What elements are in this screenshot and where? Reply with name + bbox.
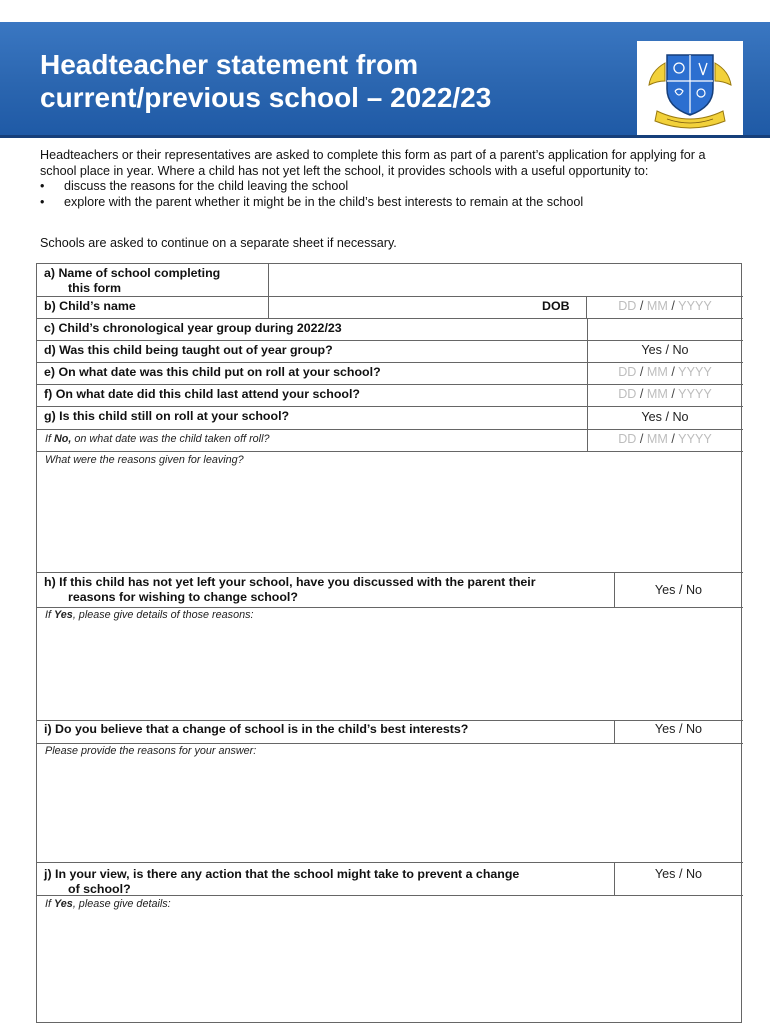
label-last-attend: f) On what date did this child last attend your school?	[44, 387, 360, 401]
school-name-field[interactable]	[269, 264, 742, 296]
label-school-name: a) Name of school completing this form	[44, 266, 221, 295]
label-off-roll-date: If No, on what date was the child taken off roll?	[45, 433, 270, 445]
title-line-1: Headteacher statement from	[40, 49, 419, 80]
child-name-field[interactable]	[269, 297, 585, 318]
row-divider	[37, 406, 743, 407]
row-divider	[37, 572, 743, 573]
label-out-of-year: d) Was this child being taught out of year group?	[44, 343, 333, 357]
row-divider	[37, 340, 743, 341]
label-best-interests-reasons: Please provide the reasons for your answer:	[45, 745, 257, 757]
label-dob: DOB	[542, 299, 570, 313]
row-divider	[37, 720, 743, 721]
last-attend-date-field[interactable]: DD / MM / YYYY	[618, 387, 712, 401]
best-interests-yes-no[interactable]: Yes / No	[654, 722, 703, 736]
header-banner	[0, 22, 770, 138]
label-prevent-change-details: If Yes, please give details:	[45, 898, 171, 910]
label-discussed-details: If Yes, please give details of those reasons:	[45, 609, 254, 621]
row-divider	[37, 743, 743, 744]
still-on-roll-yes-no[interactable]: Yes / No	[641, 410, 689, 424]
reasons-leaving-area[interactable]	[37, 468, 743, 572]
label-reasons-leaving: What were the reasons given for leaving?	[45, 454, 244, 466]
best-interests-reasons-area[interactable]	[37, 759, 743, 862]
title-line-2: current/previous school – 2022/23	[40, 82, 492, 113]
dob-field[interactable]: DD / MM / YYYY	[618, 299, 712, 313]
label-child-name: b) Child’s name	[44, 299, 136, 313]
intro-bullet-1: • discuss the reasons for the child leaving the school	[40, 179, 730, 195]
prevent-change-details-area[interactable]	[37, 912, 743, 1022]
intro-paragraph: Headteachers or their representatives are asked to complete this form as part of a parent’s application for applying for a school place in year. Where a child has not yet left the school, it provides schools with a useful opportunity to:	[40, 148, 706, 178]
intro-bullets	[40, 179, 730, 210]
label-discussed-with-parent: h) If this child has not yet left your school, have you discussed with the parent their reasons for wishing to change school?	[44, 575, 536, 604]
put-on-roll-date-field[interactable]: DD / MM / YYYY	[618, 365, 712, 379]
page-title	[40, 48, 600, 114]
discussed-details-area[interactable]	[37, 623, 743, 720]
row-divider	[37, 607, 743, 608]
off-roll-date-field[interactable]: DD / MM / YYYY	[618, 432, 712, 446]
row-divider	[37, 362, 743, 363]
discussed-yes-no[interactable]: Yes / No	[654, 583, 703, 597]
label-still-on-roll: g) Is this child still on roll at your school?	[44, 409, 290, 423]
row-divider	[37, 451, 743, 452]
label-put-on-roll: e) On what date was this child put on roll at your school?	[44, 365, 381, 379]
label-year-group: c) Child’s chronological year group during 2022/23	[44, 321, 342, 335]
intro-bullet-2: • explore with the parent whether it might be in the child’s best interests to remain at the school	[40, 195, 730, 211]
prevent-change-yes-no[interactable]: Yes / No	[654, 867, 703, 881]
intro-text	[40, 148, 730, 210]
continuation-note: Schools are asked to continue on a separate sheet if necessary.	[40, 236, 397, 250]
out-of-year-yes-no[interactable]: Yes / No	[641, 343, 689, 357]
row-divider	[37, 429, 743, 430]
row-divider	[37, 862, 743, 863]
headteacher-form	[36, 263, 742, 1023]
label-prevent-change: j) In your view, is there any action that the school might take to prevent a change of school?	[44, 867, 520, 896]
school-crest-logo	[637, 41, 743, 135]
year-group-field[interactable]	[588, 319, 742, 340]
label-best-interests: i) Do you believe that a change of school is in the child’s best interests?	[44, 722, 469, 736]
row-divider	[37, 384, 743, 385]
crest-icon	[637, 41, 743, 135]
